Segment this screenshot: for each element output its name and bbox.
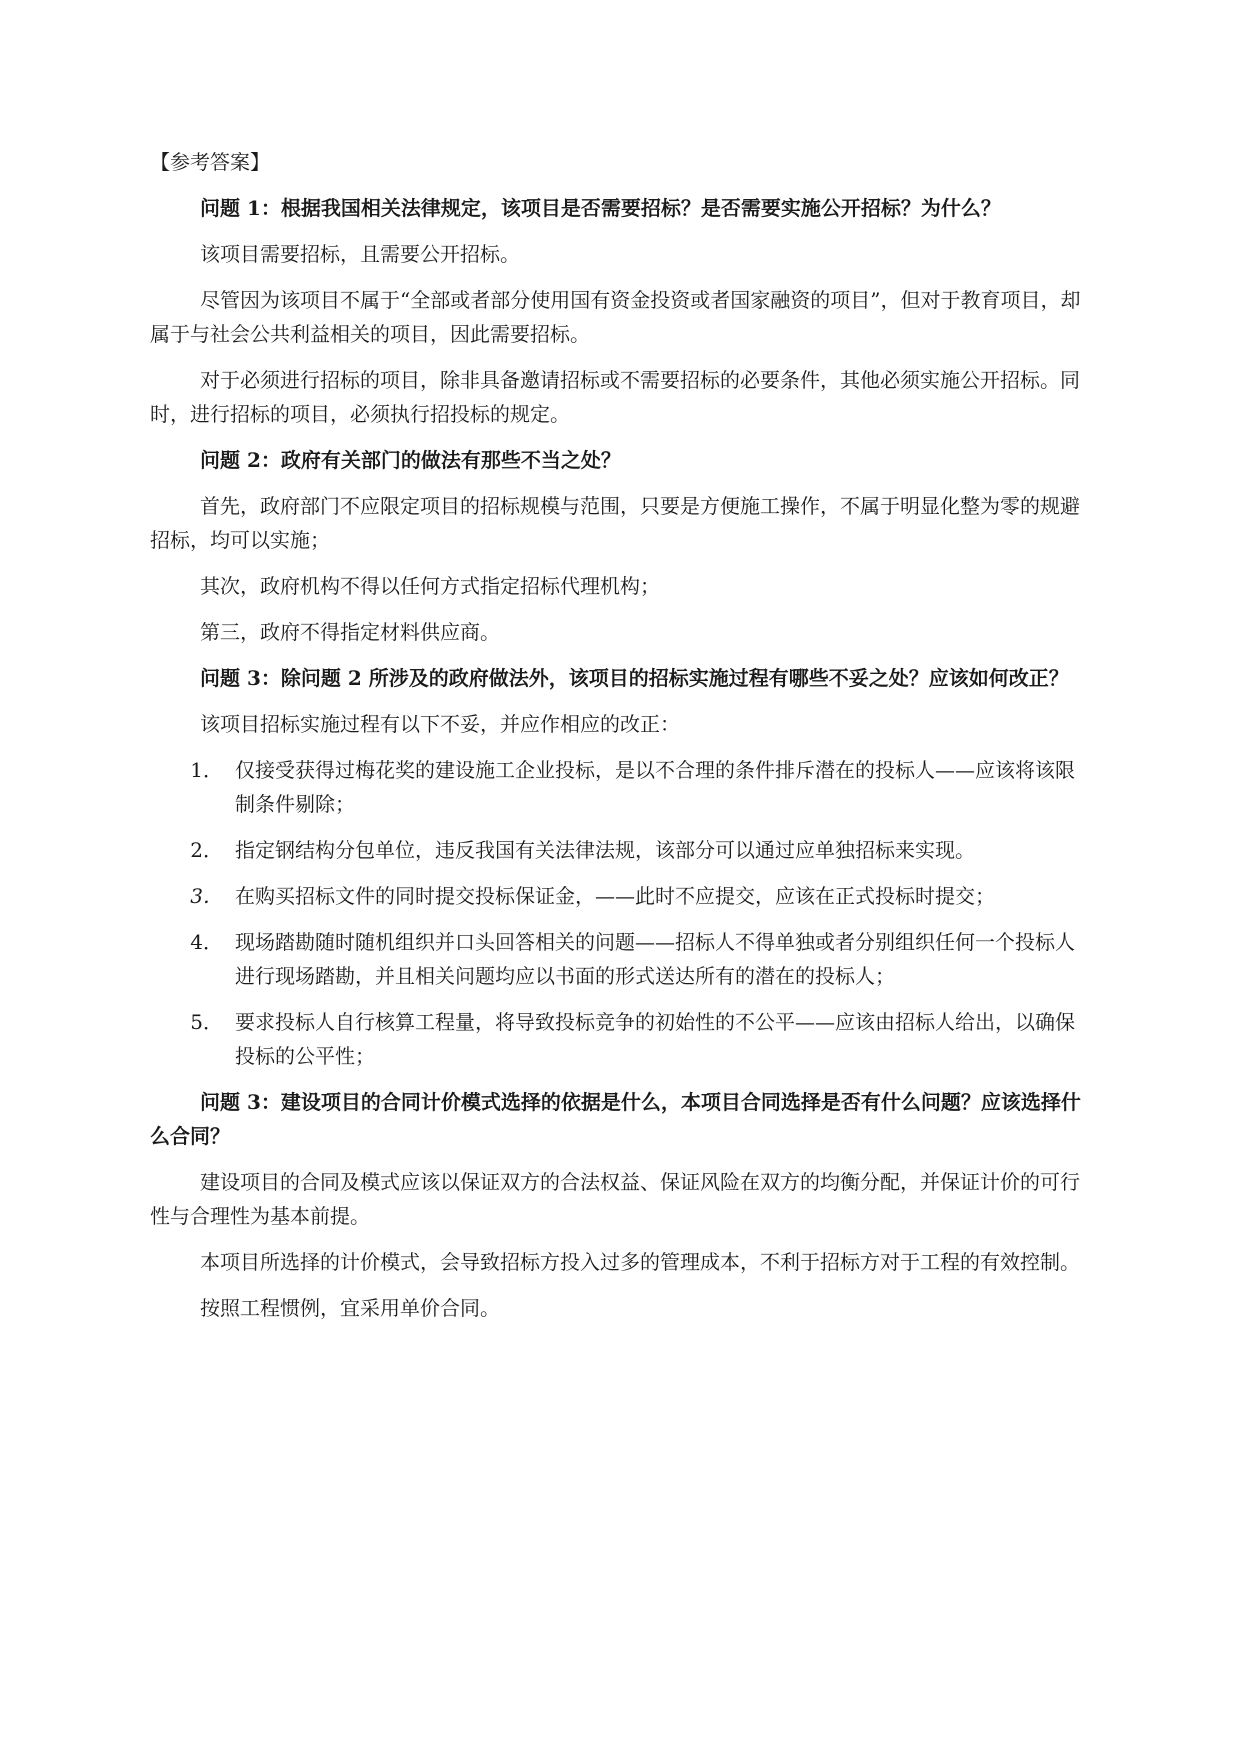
q1-paragraph-2: 尽管因为该项目不属于“全部或者部分使用国有资金投资或者国家融资的项目”，但对于教育项目，却属于与社会公共利益相关的项目，因此需要招标。 [150, 288, 1081, 346]
list-item-text: 要求投标人自行核算工程量，将导致投标竞争的初始性的不公平——应该由招标人给出，以确保投标的公平性； [235, 1010, 1075, 1068]
question-4-title: 问题 3：建设项目的合同计价模式选择的依据是什么，本项目合同选择是否有什么问题？应该选择什么合同？ [150, 1090, 1081, 1148]
list-item-number: 4． [190, 930, 223, 954]
question-3-title: 问题 3：除问题 2 所涉及的政府做法外，该项目的招标实施过程有哪些不妥之处？应该如何改正？ [200, 666, 1069, 690]
list-item-number: 5． [190, 1010, 223, 1034]
list-item [150, 879, 1090, 913]
answer-heading: 【参考答案】 [150, 150, 270, 174]
list-item-number: 2． [190, 838, 223, 862]
list-item-number: 3． [190, 884, 223, 908]
q1-paragraph-3: 对于必须进行招标的项目，除非具备邀请招标或不需要招标的必要条件，其他必须实施公开招标。同时，进行招标的项目，必须执行招投标的规定。 [150, 368, 1080, 426]
list-item-number: 1． [190, 758, 223, 782]
q3-intro: 该项目招标实施过程有以下不妥，并应作相应的改正： [200, 712, 680, 736]
document-page [150, 145, 1090, 1337]
list-item [150, 925, 1090, 993]
q4-paragraph-3: 按照工程惯例，宜采用单价合同。 [200, 1296, 500, 1320]
list-item-text: 指定钢结构分包单位，违反我国有关法律法规，该部分可以通过应单独招标来实现。 [235, 838, 975, 862]
list-item [150, 833, 1090, 867]
q4-paragraph-1: 建设项目的合同及模式应该以保证双方的合法权益、保证风险在双方的均衡分配，并保证计价的可行性与合理性为基本前提。 [150, 1170, 1080, 1228]
list-item-text: 在购买招标文件的同时提交投标保证金，——此时不应提交，应该在正式投标时提交； [235, 884, 995, 908]
q2-paragraph-1: 首先，政府部门不应限定项目的招标规模与范围，只要是方便施工操作，不属于明显化整为零的规避招标，均可以实施； [150, 494, 1080, 552]
question-2-title: 问题 2：政府有关部门的做法有那些不当之处？ [200, 448, 621, 472]
list-item-text: 仅接受获得过梅花奖的建设施工企业投标，是以不合理的条件排斥潜在的投标人——应该将该限制条件剔除； [235, 758, 1075, 816]
q2-paragraph-2: 其次，政府机构不得以任何方式指定招标代理机构； [200, 574, 660, 598]
q4-paragraph-2: 本项目所选择的计价模式，会导致招标方投入过多的管理成本，不利于招标方对于工程的有效控制。 [200, 1250, 1080, 1274]
list-item [150, 1005, 1090, 1073]
list-item [150, 753, 1090, 821]
list-item-text: 现场踏勘随时随机组织并口头回答相关的问题——招标人不得单独或者分别组织任何一个投标人进行现场踏勘，并且相关问题均应以书面的形式送达所有的潜在的投标人； [235, 930, 1075, 988]
question-1-title: 问题 1：根据我国相关法律规定，该项目是否需要招标？是否需要实施公开招标？为什么？ [200, 196, 1001, 220]
q3-issue-list [150, 753, 1090, 1073]
q1-paragraph-1: 该项目需要招标，且需要公开招标。 [200, 242, 520, 266]
q2-paragraph-3: 第三，政府不得指定材料供应商。 [200, 620, 500, 644]
